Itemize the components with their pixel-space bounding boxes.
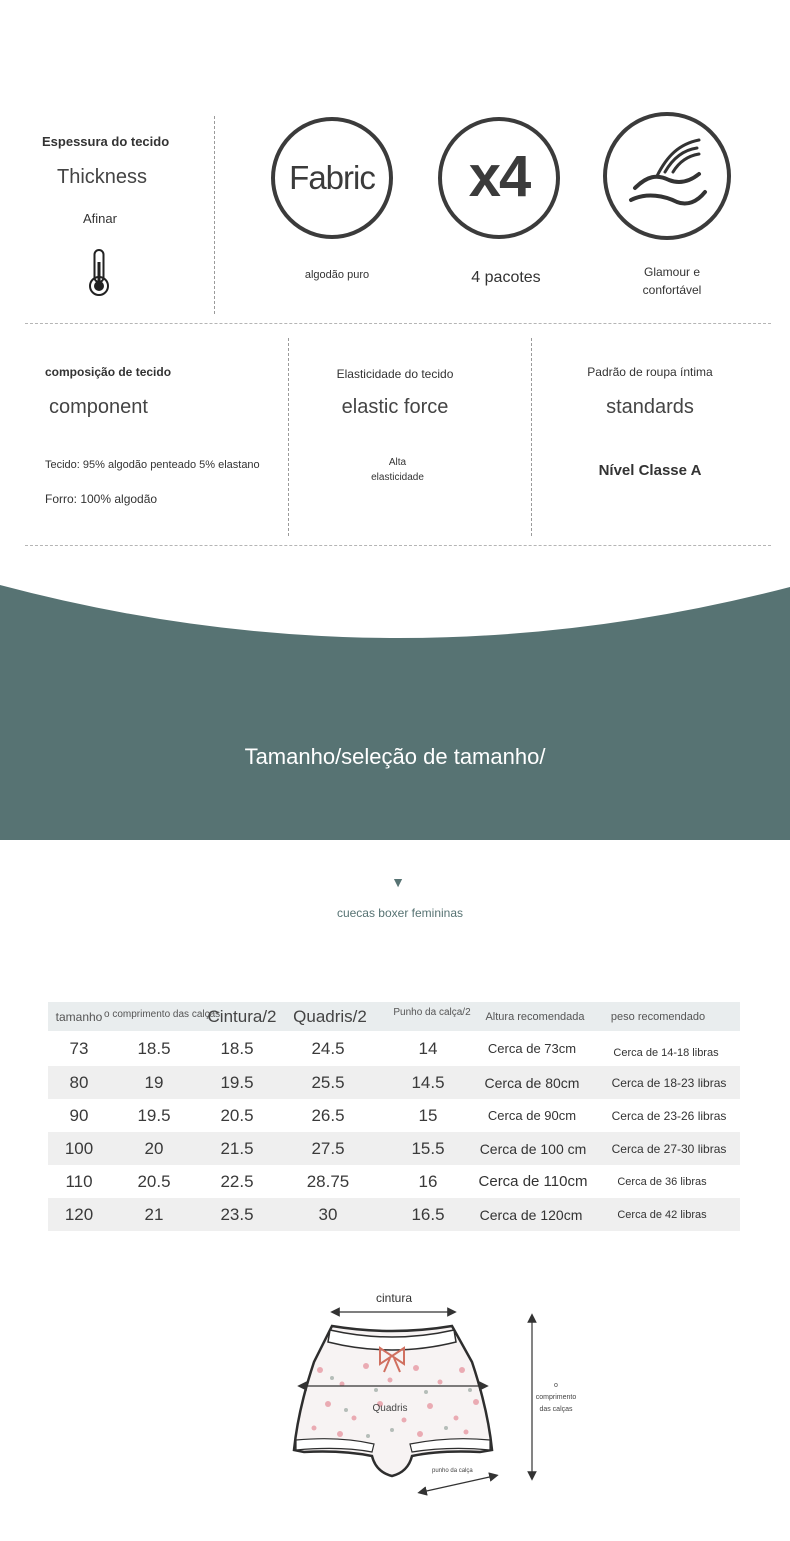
thickness-label-pt: Espessura do tecido — [42, 134, 170, 149]
thickness-label-en: Thickness — [57, 166, 148, 188]
cell-height: Cerca de 120cm — [479, 1206, 583, 1223]
composition-line-1: Tecido: 95% algodão penteado 5% elastano — [45, 459, 260, 471]
header-length: o comprimento das calças — [104, 1009, 221, 1020]
standard-value: Nível Classe A — [598, 462, 702, 479]
composition-label-pt: composição de tecido — [45, 365, 172, 379]
cell-height: Cerca de 73cm — [487, 1041, 577, 1056]
elasticity-label-en: elastic force — [341, 396, 449, 418]
table-row — [48, 1066, 740, 1099]
table-row — [48, 1165, 740, 1198]
header-waist: Cintura/2 — [207, 1006, 277, 1026]
cell-length: 18.5 — [137, 1038, 171, 1058]
feature-caption: 4 pacotes — [471, 269, 541, 286]
cell-waist: 19.5 — [220, 1072, 254, 1092]
cell-size: 90 — [69, 1105, 89, 1125]
cell-hips: 27.5 — [311, 1138, 345, 1158]
cell-length: 19.5 — [137, 1105, 171, 1125]
banner-title: Tamanho/seleção de tamanho/ — [244, 744, 546, 769]
size-table — [48, 1002, 740, 1231]
cell-weight: Cerca de 42 libras — [617, 1208, 707, 1221]
cell-weight: Cerca de 36 libras — [617, 1175, 707, 1188]
cell-weight: Cerca de 18-23 libras — [611, 1075, 727, 1090]
cell-height: Cerca de 90cm — [487, 1108, 577, 1123]
divider — [25, 323, 771, 324]
cell-waist: 20.5 — [220, 1105, 254, 1125]
divider — [25, 545, 771, 546]
cell-waist: 23.5 — [220, 1204, 254, 1224]
cell-size: 110 — [65, 1171, 93, 1191]
product-name: cuecas boxer femininas — [336, 906, 464, 920]
divider — [214, 116, 215, 314]
cell-length: 19 — [144, 1072, 164, 1092]
table-row — [48, 1031, 740, 1066]
cell-size: 73 — [69, 1038, 89, 1058]
thickness-value: Afinar — [83, 211, 117, 226]
header-height: Altura recomendada — [485, 1010, 585, 1023]
banner-background — [0, 585, 790, 840]
cell-weight: Cerca de 23-26 libras — [611, 1108, 727, 1123]
cell-hips: 28.75 — [306, 1171, 350, 1191]
cell-size: 80 — [69, 1072, 89, 1092]
cell-length: 21 — [144, 1204, 164, 1224]
feature-caption: algodão puro — [304, 269, 370, 281]
composition-label-en: component — [49, 396, 148, 418]
cell-size: 120 — [64, 1204, 94, 1224]
waist-label: cintura — [375, 1291, 413, 1305]
header-size: tamanho — [55, 1009, 103, 1024]
cell-weight: Cerca de 14-18 libras — [613, 1046, 719, 1059]
arrow-down-icon: ▼ — [391, 874, 405, 890]
divider — [531, 338, 532, 536]
standard-label-pt: Padrão de roupa íntima — [587, 365, 713, 379]
table-row — [48, 1132, 740, 1165]
cell-weight: Cerca de 27-30 libras — [611, 1141, 727, 1156]
composition-line-2: Forro: 100% algodão — [45, 492, 158, 506]
cell-hips: 26.5 — [311, 1105, 345, 1125]
pack-count-icon: x4 — [438, 117, 560, 239]
cell-height: Cerca de 100 cm — [479, 1140, 587, 1157]
standard-label-en: standards — [606, 396, 694, 418]
length-label: o comprimento das calças — [535, 1382, 577, 1413]
cell-height: Cerca de 110cm — [478, 1173, 588, 1190]
table-header — [48, 1002, 740, 1031]
header-hips: Quadris/2 — [293, 1006, 367, 1026]
header-weight: peso recomendado — [610, 1010, 706, 1023]
fabric-icon: Fabric — [271, 117, 393, 239]
table-row — [48, 1198, 740, 1231]
cell-waist: 22.5 — [220, 1171, 254, 1191]
feature-caption: Glamour e confortável — [642, 265, 702, 297]
cell-cuff: 14 — [418, 1038, 438, 1058]
cell-cuff: 15.5 — [411, 1138, 445, 1158]
thermometer-icon — [86, 248, 112, 298]
cell-length: 20 — [144, 1138, 164, 1158]
cell-hips: 30 — [318, 1204, 338, 1224]
cell-waist: 21.5 — [220, 1138, 254, 1158]
cell-cuff: 16 — [418, 1171, 438, 1191]
cell-cuff: 14.5 — [411, 1072, 445, 1092]
cell-hips: 25.5 — [311, 1072, 345, 1092]
cell-hips: 24.5 — [311, 1038, 345, 1058]
header-cuff: Punho da calça/2 — [393, 1007, 471, 1018]
cell-cuff: 16.5 — [411, 1204, 445, 1224]
table-row — [48, 1099, 740, 1132]
elasticity-label-pt: Elasticidade do tecido — [336, 367, 454, 381]
cell-height: Cerca de 80cm — [484, 1074, 580, 1091]
divider — [288, 338, 289, 536]
elasticity-value: Alta elasticidade — [371, 457, 424, 483]
cell-length: 20.5 — [137, 1171, 171, 1191]
cell-size: 100 — [64, 1138, 94, 1158]
hips-label: Quadris — [372, 1403, 408, 1414]
hand-feather-icon — [603, 112, 731, 240]
cell-cuff: 15 — [418, 1105, 438, 1125]
cell-waist: 18.5 — [220, 1038, 254, 1058]
cuff-label: punho da calça — [432, 1468, 473, 1474]
